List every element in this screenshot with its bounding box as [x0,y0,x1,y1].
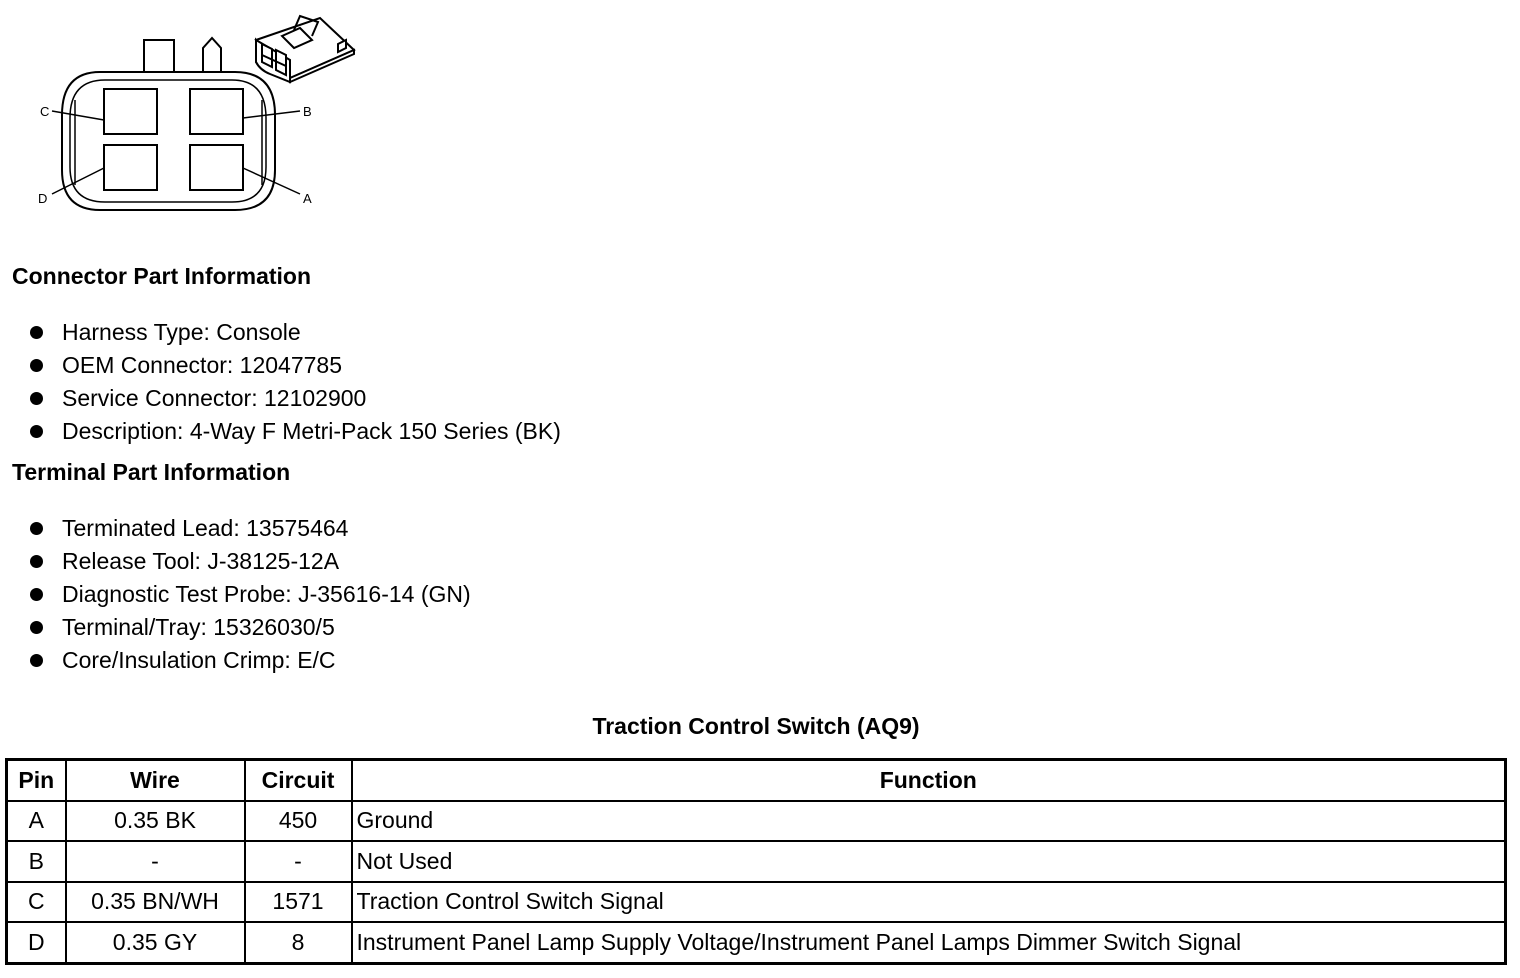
table-row [7,801,1506,842]
table-row [7,882,1506,923]
terminal-info-item: Terminated Lead: 13575464 [62,515,349,541]
terminal-info-list [30,512,471,677]
terminal-info-item: Diagnostic Test Probe: J-35616-14 (GN) [62,581,471,607]
bullet-icon [30,392,43,405]
connector-latch [144,40,174,74]
connector-info-item: Harness Type: Console [62,319,301,345]
wire-cell: - [66,841,245,882]
table-row [7,841,1506,882]
bullet-icon [30,326,43,339]
list-item [30,545,471,578]
terminal-info-item: Core/Insulation Crimp: E/C [62,647,336,673]
table-header-row [7,760,1506,801]
list-item [30,382,561,415]
bullet-icon [30,621,43,634]
column-header-wire: Wire [66,760,245,801]
wire-cell: 0.35 BN/WH [66,882,245,923]
cavity-c [104,89,157,134]
bullet-icon [30,654,43,667]
connector-info-list [30,316,561,448]
list-item [30,578,471,611]
connector-info-heading: Connector Part Information [12,263,312,289]
pin-label-a: A [303,191,312,206]
bullet-icon [30,555,43,568]
list-item [30,316,561,349]
cavity-a [190,145,243,190]
circuit-cell: 1571 [245,882,352,923]
connector-info-item: Service Connector: 12102900 [62,385,367,411]
table-row [7,922,1506,963]
function-cell: Not Used [352,841,1506,882]
cavity-b [190,89,243,134]
list-item [30,415,561,448]
column-header-circuit: Circuit [245,760,352,801]
pin-cell: C [7,882,66,923]
connector-face-diagram [0,0,380,230]
terminal-info-item: Terminal/Tray: 15326030/5 [62,614,335,640]
cavity-d [104,145,157,190]
list-item [30,644,471,677]
wire-cell: 0.35 BK [66,801,245,842]
function-cell: Traction Control Switch Signal [352,882,1506,923]
table-caption: Traction Control Switch (AQ9) [592,713,920,739]
pin-label-b: B [303,104,312,119]
list-item [30,611,471,644]
pin-label-d: D [38,191,48,206]
column-header-function: Function [352,760,1506,801]
list-item [30,512,471,545]
circuit-cell: - [245,841,352,882]
column-header-pin: Pin [7,760,66,801]
terminal-info-item: Release Tool: J-38125-12A [62,548,340,574]
function-cell: Ground [352,801,1506,842]
function-cell: Instrument Panel Lamp Supply Voltage/Instrument Panel Lamps Dimmer Switch Signal [352,922,1506,963]
bullet-icon [30,522,43,535]
bullet-icon [30,425,43,438]
wire-cell: 0.35 GY [66,922,245,963]
list-item [30,349,561,382]
pin-cell: A [7,801,66,842]
bullet-icon [30,359,43,372]
pin-cell: D [7,922,66,963]
pin-label-c: C [40,104,50,119]
pin-table [5,758,1507,965]
terminal-info-heading: Terminal Part Information [12,459,291,485]
connector-info-item: OEM Connector: 12047785 [62,352,343,378]
circuit-cell: 8 [245,922,352,963]
circuit-cell: 450 [245,801,352,842]
bullet-icon [30,588,43,601]
connector-isometric-view [256,16,354,82]
pin-cell: B [7,841,66,882]
connector-info-item: Description: 4-Way F Metri-Pack 150 Series (BK) [62,418,561,444]
